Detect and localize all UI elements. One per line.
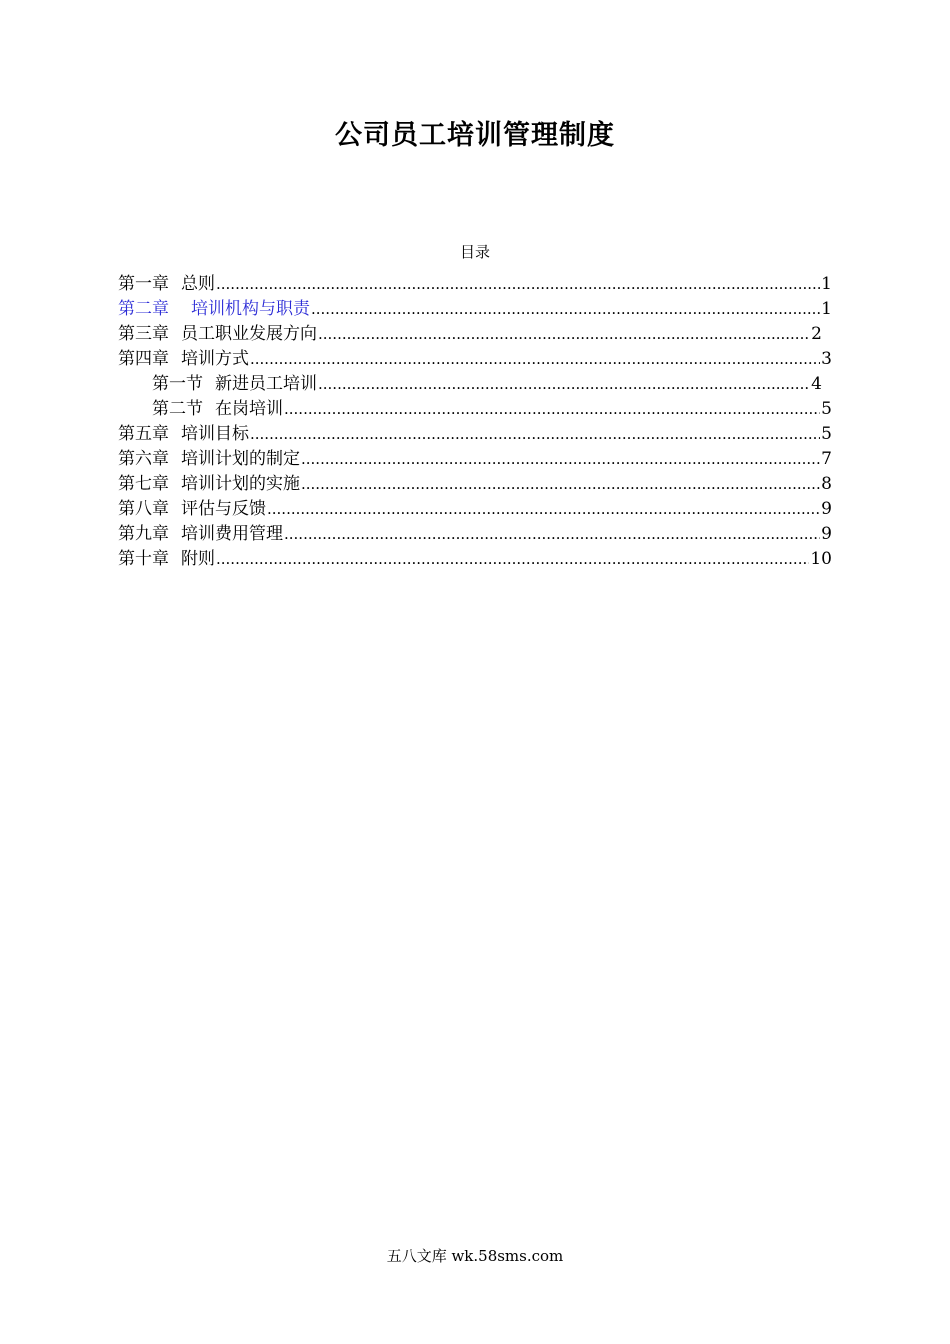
toc-entry-title: 新进员工培训 [215,374,317,394]
toc-heading: 目录 [459,243,490,261]
toc-dot-leader [318,322,810,347]
table-of-contents [118,272,832,572]
toc-entry-chapter-2[interactable] [118,297,832,322]
toc-entry-page: 7 [821,449,832,469]
toc-dot-leader [318,372,810,397]
toc-entry-label [118,272,215,297]
toc-entry-page: 4 [811,374,822,394]
toc-dot-leader [284,397,820,422]
toc-entry-title: 培训机构与职责 [191,299,310,319]
toc-entry-number: 第二节 [152,399,203,419]
toc-entry-label [118,422,249,447]
toc-entry-chapter-4[interactable] [118,347,832,372]
toc-entry-number: 第一节 [152,374,203,394]
toc-entry-page: 5 [821,399,832,419]
toc-dot-leader [250,347,820,372]
toc-entry-number: 第六章 [118,449,169,469]
toc-entry-label [118,322,317,347]
toc-entry-label [152,397,283,422]
toc-entry-title: 培训目标 [181,424,249,444]
toc-entry-chapter-8[interactable] [118,497,832,522]
toc-dot-leader [216,272,820,297]
toc-entry-number: 第十章 [118,549,169,569]
toc-entry-title: 培训计划的实施 [181,474,300,494]
toc-entry-number: 第四章 [118,349,169,369]
toc-entry-number: 第九章 [118,524,169,544]
toc-entry-page: 1 [821,299,832,319]
toc-entry-title: 培训费用管理 [181,524,283,544]
toc-entry-page: 8 [821,474,832,494]
toc-dot-leader [301,472,820,497]
toc-entry-page: 2 [811,324,822,344]
toc-entry-title: 在岗培训 [215,399,283,419]
toc-entry-chapter-1[interactable] [118,272,832,297]
toc-entry-title: 员工职业发展方向 [181,324,317,344]
toc-entry-label [118,347,249,372]
toc-entry-section-2[interactable] [118,397,832,422]
toc-entry-label [118,447,300,472]
toc-entry-number: 第一章 [118,274,169,294]
toc-entry-chapter-3[interactable] [118,322,832,347]
toc-entry-chapter-9[interactable] [118,522,832,547]
toc-entry-chapter-10[interactable] [118,547,832,572]
toc-entry-label [118,522,283,547]
toc-entry-label [118,547,215,572]
toc-entry-title: 附则 [181,549,215,569]
toc-entry-number: 第二章 [118,299,169,319]
toc-entry-number: 第八章 [118,499,169,519]
toc-entry-number: 第三章 [118,324,169,344]
toc-dot-leader [250,422,820,447]
toc-entry-number: 第五章 [118,424,169,444]
toc-entry-chapter-5[interactable] [118,422,832,447]
toc-entry-page: 9 [821,499,832,519]
toc-entry-title: 培训计划的制定 [181,449,300,469]
toc-dot-leader [267,497,820,522]
toc-dot-leader [216,547,809,572]
toc-entry-section-1[interactable] [118,372,832,397]
toc-entry-page: 5 [821,424,832,444]
toc-entry-page: 1 [821,274,832,294]
document-title: 公司员工培训管理制度 [335,120,615,151]
toc-entry-label [118,297,310,322]
toc-entry-label [118,497,266,522]
toc-entry-title: 总则 [181,274,215,294]
toc-entry-chapter-6[interactable] [118,447,832,472]
toc-dot-leader [284,522,820,547]
toc-entry-chapter-7[interactable] [118,472,832,497]
toc-entry-page: 10 [810,549,832,569]
toc-entry-page: 9 [821,524,832,544]
toc-entry-label [118,472,300,497]
page-footer: 五八文库 wk.58sms.com [386,1247,564,1265]
toc-entry-number: 第七章 [118,474,169,494]
toc-dot-leader [301,447,820,472]
toc-entry-label [152,372,317,397]
toc-entry-title: 培训方式 [181,349,249,369]
toc-dot-leader [311,297,820,322]
toc-entry-title: 评估与反馈 [181,499,266,519]
toc-entry-page: 3 [821,349,832,369]
